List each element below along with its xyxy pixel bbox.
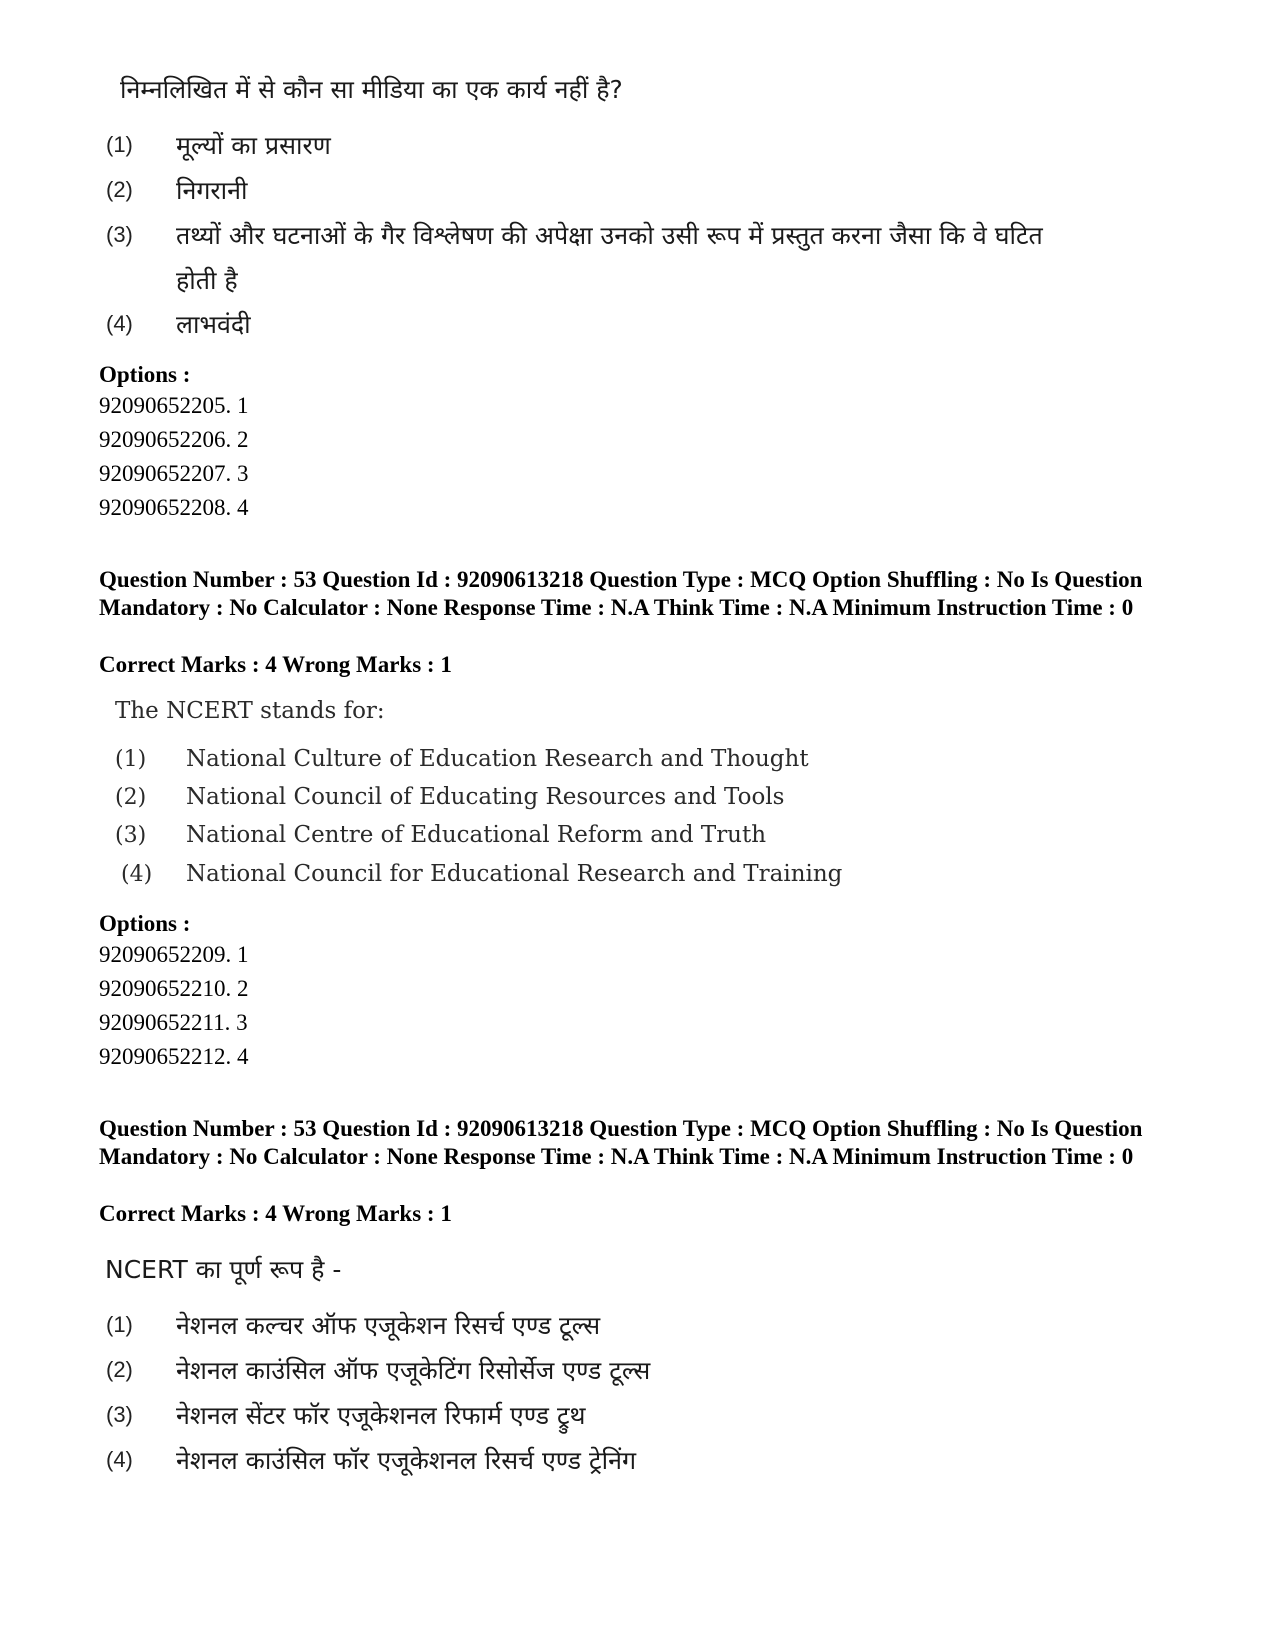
option-text: नेशनल सेंटर फॉर एजूकेशनल रिफार्म एण्ड ट्रुथ bbox=[176, 1401, 586, 1430]
question-3-stem: NCERT का पूर्ण रूप है - bbox=[105, 1255, 342, 1284]
option-number: (4) bbox=[106, 311, 133, 336]
option-id: 92090652212. 4 bbox=[99, 1044, 249, 1069]
option-number: (1) bbox=[106, 132, 133, 157]
option-text: नेशनल काउंसिल ऑफ एजूकेटिंग रिसोर्सेज एण्ड टूल्स bbox=[176, 1356, 651, 1385]
option-id: 92090652206. 2 bbox=[99, 427, 249, 452]
option-id: 92090652208. 4 bbox=[99, 495, 249, 520]
option-id: 92090652207. 3 bbox=[99, 461, 249, 486]
question-3-image bbox=[0, 1240, 1275, 1480]
option-number: (4) bbox=[121, 862, 153, 887]
options-heading: Options : bbox=[99, 362, 191, 387]
option-text: National Culture of Education Research and Thought bbox=[186, 746, 809, 772]
option-id-list bbox=[99, 389, 249, 525]
option-number: (1) bbox=[106, 1312, 133, 1337]
option-number: (1) bbox=[115, 747, 147, 772]
option-id: 92090652211. 3 bbox=[99, 1010, 248, 1035]
question-1-image bbox=[0, 0, 1275, 360]
question-2-marks: Correct Marks : 4 Wrong Marks : 1 bbox=[99, 652, 452, 677]
question-2-stem: The NCERT stands for: bbox=[115, 698, 385, 724]
option-id: 92090652205. 1 bbox=[99, 393, 249, 418]
options-heading: Options : bbox=[99, 911, 191, 936]
option-id-list bbox=[99, 938, 249, 1074]
option-text: मूल्यों का प्रसारण bbox=[176, 131, 331, 160]
option-number: (4) bbox=[106, 1447, 133, 1472]
question-3-info: Question Number : 53 Question Id : 92090613218 Question Type : MCQ Option Shuffling : No Is Question Mandatory : No Calculator : None Response Time : N.A Think Time : N.A Minimum Instruction Time : 0 bbox=[99, 1116, 1143, 1169]
question-2-info: Question Number : 53 Question Id : 92090613218 Question Type : MCQ Option Shuffling : No Is Question Mandatory : No Calculator : None Response Time : N.A Think Time : N.A Minimum Instruction Time : 0 bbox=[99, 567, 1143, 620]
option-text: National Council of Educating Resources and Tools bbox=[186, 784, 785, 810]
option-number: (3) bbox=[115, 823, 147, 848]
question-2-image bbox=[0, 690, 1275, 900]
option-text: नेशनल कल्चर ऑफ एजूकेशन रिसर्च एण्ड टूल्स bbox=[176, 1311, 601, 1340]
option-text-continued: होती है bbox=[176, 266, 238, 295]
option-text: तथ्यों और घटनाओं के गैर विश्लेषण की अपेक्षा उनको उसी रूप में प्रस्तुत करना जैसा कि वे घटित bbox=[176, 221, 1043, 250]
option-text: National Council for Educational Research and Training bbox=[186, 861, 843, 887]
option-text: National Centre of Educational Reform and Truth bbox=[186, 822, 767, 848]
option-text: निगरानी bbox=[176, 176, 248, 205]
option-number: (2) bbox=[115, 785, 147, 810]
option-number: (2) bbox=[106, 1357, 133, 1382]
question-3-marks: Correct Marks : 4 Wrong Marks : 1 bbox=[99, 1201, 452, 1226]
option-id: 92090652209. 1 bbox=[99, 942, 249, 967]
option-id: 92090652210. 2 bbox=[99, 976, 249, 1001]
option-number: (2) bbox=[106, 177, 133, 202]
option-number: (3) bbox=[106, 1402, 133, 1427]
option-number: (3) bbox=[106, 222, 133, 247]
option-text: नेशनल काउंसिल फॉर एजूकेशनल रिसर्च एण्ड ट्रेनिंग bbox=[176, 1446, 637, 1475]
question-1-stem: निम्नलिखित में से कौन सा मीडिया का एक कार्य नहीं है? bbox=[120, 75, 623, 104]
option-text: लाभवंदी bbox=[176, 310, 251, 339]
